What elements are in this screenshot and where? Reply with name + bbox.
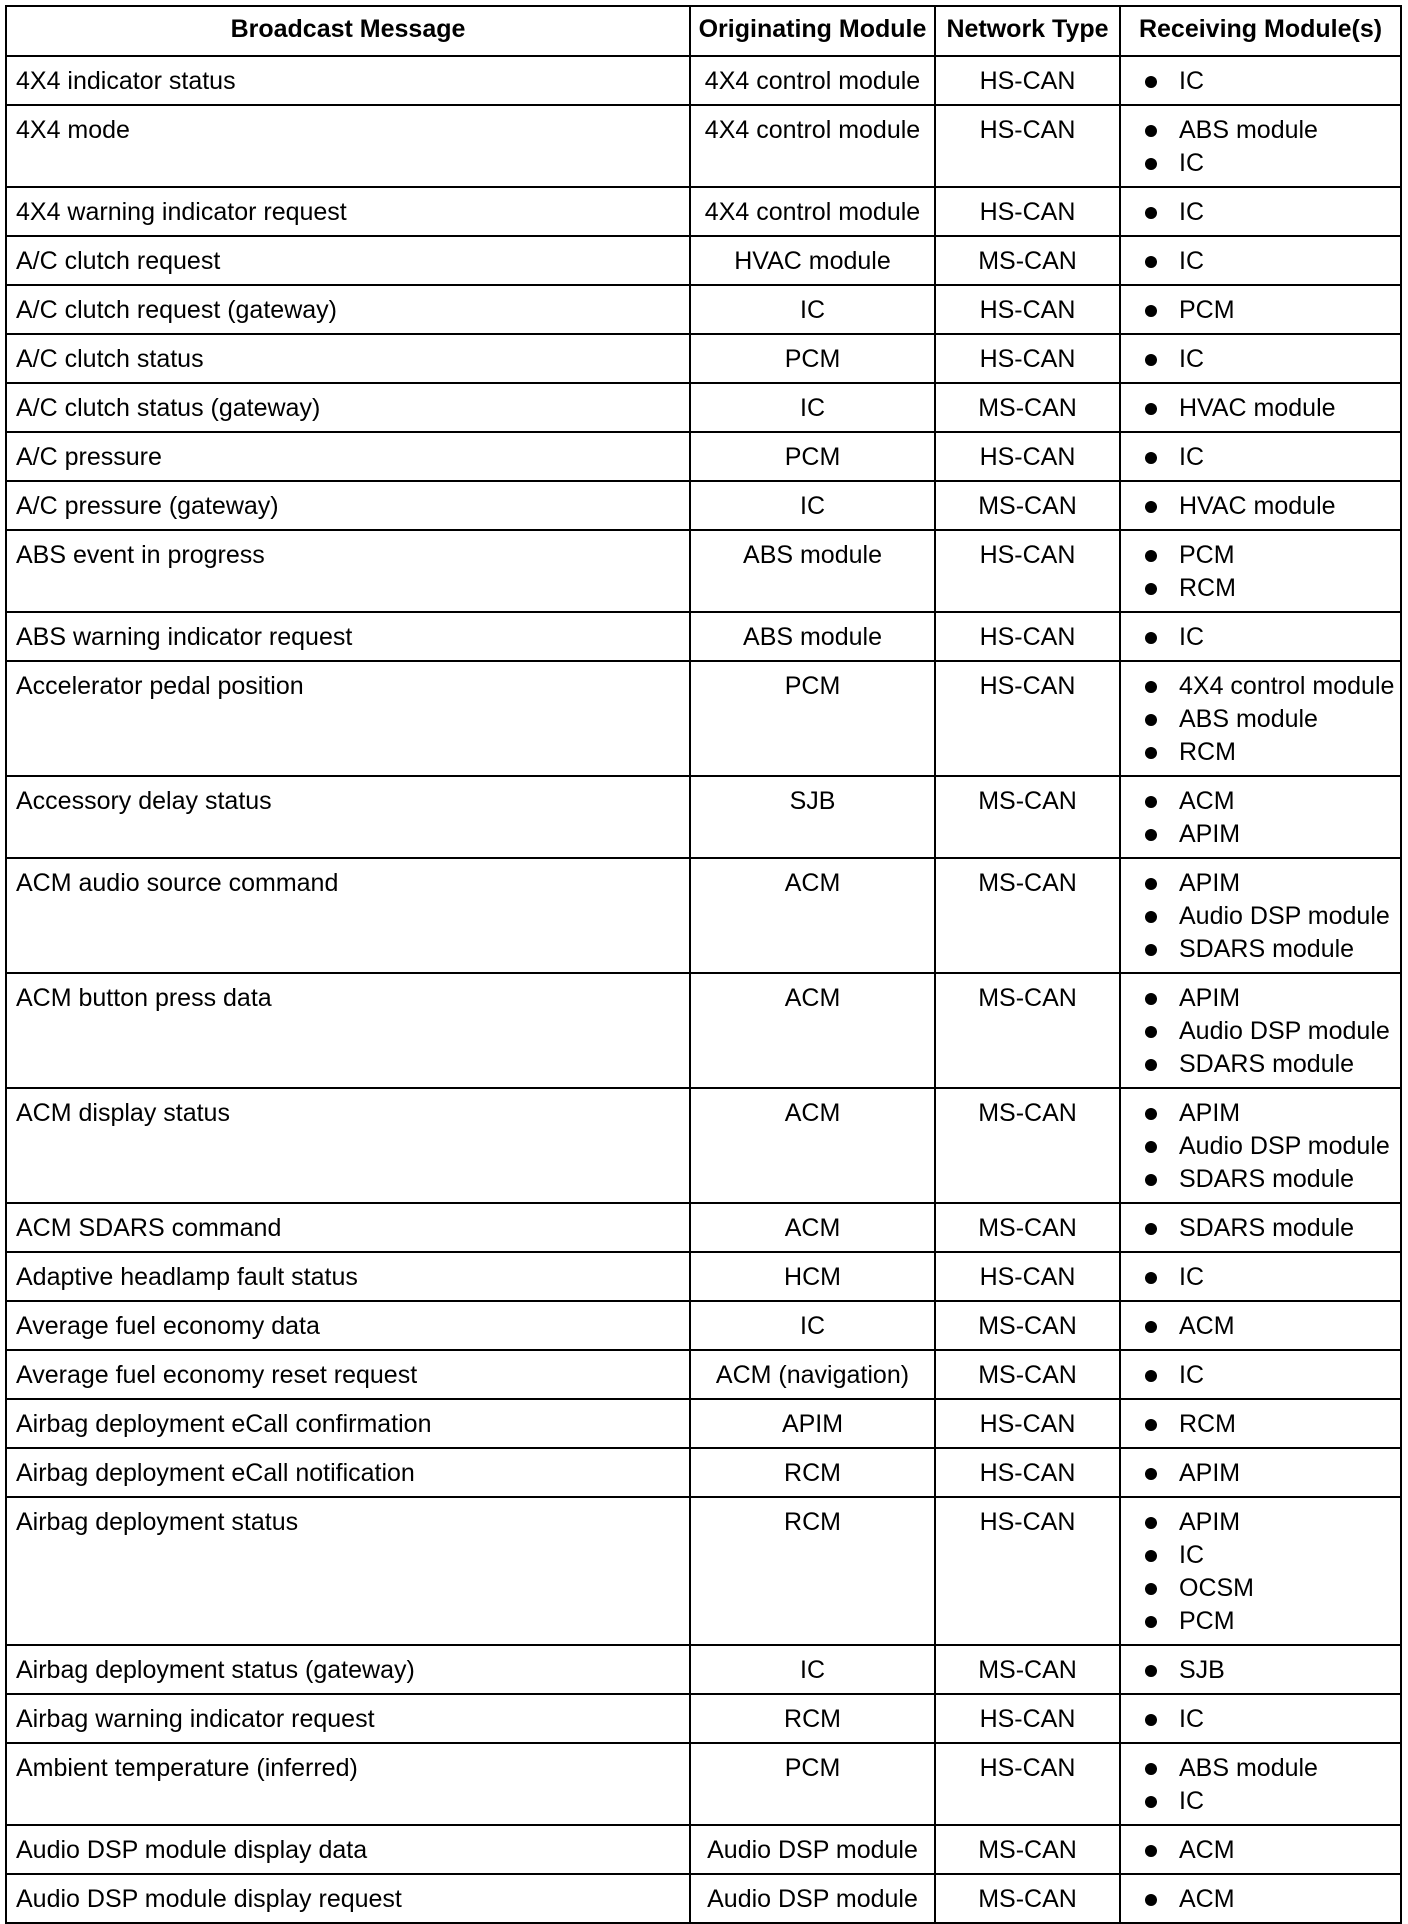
broadcast-message-cell: ACM display status <box>6 1088 690 1203</box>
receiving-modules-list <box>1143 1310 1398 1343</box>
receiving-module-item: ACM <box>1143 1883 1398 1916</box>
originating-module-cell: IC <box>690 481 935 530</box>
receiving-modules-list <box>1143 1097 1398 1196</box>
broadcast-message-cell: Airbag deployment status <box>6 1497 690 1645</box>
receiving-modules-list <box>1143 294 1398 327</box>
receiving-module-item: HVAC module <box>1143 490 1398 523</box>
receiving-module-item: Audio DSP module <box>1143 1130 1398 1163</box>
table-header <box>6 6 1401 56</box>
receiving-modules-cell <box>1120 776 1401 858</box>
receiving-module-item: IC <box>1143 343 1398 376</box>
network-type-cell: HS-CAN <box>935 187 1120 236</box>
receiving-modules-cell <box>1120 1252 1401 1301</box>
originating-module-cell: ABS module <box>690 612 935 661</box>
receiving-modules-list <box>1143 1212 1398 1245</box>
receiving-module-item: Audio DSP module <box>1143 900 1398 933</box>
broadcast-message-cell: Airbag deployment eCall confirmation <box>6 1399 690 1448</box>
receiving-module-item: RCM <box>1143 572 1398 605</box>
broadcast-message-cell: ABS event in progress <box>6 530 690 612</box>
network-type-cell: MS-CAN <box>935 481 1120 530</box>
receiving-modules-list <box>1143 1834 1398 1867</box>
originating-module-cell: Audio DSP module <box>690 1825 935 1874</box>
receiving-modules-cell <box>1120 858 1401 973</box>
receiving-module-item: SJB <box>1143 1654 1398 1687</box>
header-receiving-modules: Receiving Module(s) <box>1120 6 1401 56</box>
network-type-cell: HS-CAN <box>935 56 1120 105</box>
table-row <box>6 858 1401 973</box>
table-row <box>6 612 1401 661</box>
network-type-cell: MS-CAN <box>935 776 1120 858</box>
table-row <box>6 334 1401 383</box>
table-row <box>6 56 1401 105</box>
broadcast-message-cell: Adaptive headlamp fault status <box>6 1252 690 1301</box>
network-type-cell: MS-CAN <box>935 1301 1120 1350</box>
network-type-cell: MS-CAN <box>935 1350 1120 1399</box>
originating-module-cell: Audio DSP module <box>690 1874 935 1923</box>
originating-module-cell: PCM <box>690 1743 935 1825</box>
receiving-modules-cell <box>1120 1301 1401 1350</box>
receiving-module-item: APIM <box>1143 818 1398 851</box>
table-row <box>6 481 1401 530</box>
originating-module-cell: PCM <box>690 432 935 481</box>
receiving-modules-cell <box>1120 1350 1401 1399</box>
header-network-type: Network Type <box>935 6 1120 56</box>
receiving-modules-cell <box>1120 187 1401 236</box>
receiving-modules-list <box>1143 1457 1398 1490</box>
network-type-cell: MS-CAN <box>935 1874 1120 1923</box>
receiving-modules-cell <box>1120 105 1401 187</box>
receiving-modules-list <box>1143 1883 1398 1916</box>
receiving-modules-cell <box>1120 1088 1401 1203</box>
broadcast-message-cell: A/C clutch request <box>6 236 690 285</box>
receiving-modules-list <box>1143 785 1398 851</box>
network-type-cell: HS-CAN <box>935 334 1120 383</box>
receiving-modules-cell <box>1120 1448 1401 1497</box>
network-type-cell: MS-CAN <box>935 973 1120 1088</box>
receiving-modules-cell <box>1120 1825 1401 1874</box>
table-row <box>6 1497 1401 1645</box>
originating-module-cell: 4X4 control module <box>690 56 935 105</box>
broadcast-message-cell: 4X4 indicator status <box>6 56 690 105</box>
broadcast-message-cell: Average fuel economy data <box>6 1301 690 1350</box>
broadcast-message-cell: Airbag deployment status (gateway) <box>6 1645 690 1694</box>
network-type-cell: HS-CAN <box>935 530 1120 612</box>
receiving-modules-list <box>1143 1261 1398 1294</box>
receiving-modules-list <box>1143 343 1398 376</box>
receiving-modules-cell <box>1120 334 1401 383</box>
network-type-cell: HS-CAN <box>935 285 1120 334</box>
broadcast-message-cell: Audio DSP module display data <box>6 1825 690 1874</box>
table-row <box>6 776 1401 858</box>
receiving-module-item: HVAC module <box>1143 392 1398 425</box>
receiving-modules-list <box>1143 539 1398 605</box>
receiving-modules-list <box>1143 1408 1398 1441</box>
originating-module-cell: IC <box>690 383 935 432</box>
receiving-modules-list <box>1143 670 1398 769</box>
receiving-module-item: APIM <box>1143 1457 1398 1490</box>
receiving-modules-list <box>1143 392 1398 425</box>
network-type-cell: MS-CAN <box>935 1203 1120 1252</box>
broadcast-message-cell: A/C clutch status <box>6 334 690 383</box>
originating-module-cell: ACM <box>690 858 935 973</box>
broadcast-message-cell: Average fuel economy reset request <box>6 1350 690 1399</box>
receiving-modules-list <box>1143 441 1398 474</box>
originating-module-cell: HCM <box>690 1252 935 1301</box>
receiving-module-item: RCM <box>1143 736 1398 769</box>
originating-module-cell: IC <box>690 1645 935 1694</box>
originating-module-cell: APIM <box>690 1399 935 1448</box>
receiving-module-item: IC <box>1143 147 1398 180</box>
broadcast-message-cell: Accessory delay status <box>6 776 690 858</box>
receiving-modules-list <box>1143 1654 1398 1687</box>
originating-module-cell: PCM <box>690 661 935 776</box>
broadcast-message-cell: Ambient temperature (inferred) <box>6 1743 690 1825</box>
receiving-module-item: OCSM <box>1143 1572 1398 1605</box>
receiving-modules-list <box>1143 621 1398 654</box>
header-broadcast-message: Broadcast Message <box>6 6 690 56</box>
originating-module-cell: ACM <box>690 1088 935 1203</box>
receiving-modules-cell <box>1120 236 1401 285</box>
receiving-modules-cell <box>1120 56 1401 105</box>
originating-module-cell: 4X4 control module <box>690 187 935 236</box>
broadcast-message-cell: Airbag deployment eCall notification <box>6 1448 690 1497</box>
network-type-cell: MS-CAN <box>935 383 1120 432</box>
originating-module-cell: SJB <box>690 776 935 858</box>
broadcast-message-cell: A/C pressure (gateway) <box>6 481 690 530</box>
originating-module-cell: IC <box>690 1301 935 1350</box>
table-row <box>6 1203 1401 1252</box>
receiving-modules-cell <box>1120 383 1401 432</box>
receiving-modules-cell <box>1120 1645 1401 1694</box>
receiving-modules-cell <box>1120 1743 1401 1825</box>
broadcast-message-cell: A/C clutch request (gateway) <box>6 285 690 334</box>
table-row <box>6 236 1401 285</box>
originating-module-cell: IC <box>690 285 935 334</box>
receiving-module-item: RCM <box>1143 1408 1398 1441</box>
receiving-modules-cell <box>1120 481 1401 530</box>
receiving-modules-cell <box>1120 661 1401 776</box>
receiving-module-item: IC <box>1143 1703 1398 1736</box>
table-row <box>6 285 1401 334</box>
broadcast-message-cell: 4X4 warning indicator request <box>6 187 690 236</box>
broadcast-message-cell: ACM SDARS command <box>6 1203 690 1252</box>
table-row <box>6 1399 1401 1448</box>
receiving-modules-cell <box>1120 612 1401 661</box>
receiving-modules-cell <box>1120 1399 1401 1448</box>
receiving-module-item: PCM <box>1143 1605 1398 1638</box>
receiving-module-item: SDARS module <box>1143 933 1398 966</box>
network-type-cell: MS-CAN <box>935 858 1120 973</box>
broadcast-message-cell: ACM audio source command <box>6 858 690 973</box>
table-row <box>6 1743 1401 1825</box>
header-row <box>6 6 1401 56</box>
network-type-cell: HS-CAN <box>935 1497 1120 1645</box>
receiving-module-item: APIM <box>1143 982 1398 1015</box>
originating-module-cell: ABS module <box>690 530 935 612</box>
receiving-module-item: IC <box>1143 65 1398 98</box>
receiving-module-item: ABS module <box>1143 1752 1398 1785</box>
originating-module-cell: PCM <box>690 334 935 383</box>
receiving-module-item: SDARS module <box>1143 1163 1398 1196</box>
network-type-cell: MS-CAN <box>935 236 1120 285</box>
receiving-modules-list <box>1143 1359 1398 1392</box>
network-type-cell: HS-CAN <box>935 105 1120 187</box>
receiving-module-item: ACM <box>1143 1834 1398 1867</box>
originating-module-cell: ACM (navigation) <box>690 1350 935 1399</box>
originating-module-cell: RCM <box>690 1448 935 1497</box>
broadcast-message-table <box>5 5 1402 1924</box>
receiving-modules-list <box>1143 982 1398 1081</box>
network-type-cell: HS-CAN <box>935 1743 1120 1825</box>
receiving-module-item: IC <box>1143 1539 1398 1572</box>
network-type-cell: HS-CAN <box>935 661 1120 776</box>
receiving-module-item: APIM <box>1143 1506 1398 1539</box>
table-body <box>6 56 1401 1923</box>
receiving-module-item: APIM <box>1143 1097 1398 1130</box>
table-row <box>6 432 1401 481</box>
table-row <box>6 1350 1401 1399</box>
receiving-module-item: SDARS module <box>1143 1048 1398 1081</box>
network-type-cell: HS-CAN <box>935 1694 1120 1743</box>
header-originating-module: Originating Module <box>690 6 935 56</box>
table-row <box>6 1825 1401 1874</box>
receiving-module-item: IC <box>1143 1785 1398 1818</box>
receiving-module-item: IC <box>1143 245 1398 278</box>
receiving-module-item: APIM <box>1143 867 1398 900</box>
receiving-modules-cell <box>1120 1694 1401 1743</box>
receiving-module-item: ACM <box>1143 1310 1398 1343</box>
network-type-cell: HS-CAN <box>935 612 1120 661</box>
receiving-modules-list <box>1143 114 1398 180</box>
table-row <box>6 973 1401 1088</box>
receiving-module-item: ACM <box>1143 785 1398 818</box>
originating-module-cell: ACM <box>690 973 935 1088</box>
originating-module-cell: RCM <box>690 1694 935 1743</box>
broadcast-message-cell: A/C clutch status (gateway) <box>6 383 690 432</box>
broadcast-message-cell: ACM button press data <box>6 973 690 1088</box>
receiving-module-item: IC <box>1143 441 1398 474</box>
receiving-modules-list <box>1143 1703 1398 1736</box>
network-type-cell: HS-CAN <box>935 1448 1120 1497</box>
receiving-modules-cell <box>1120 432 1401 481</box>
table-row <box>6 1252 1401 1301</box>
receiving-modules-list <box>1143 1752 1398 1818</box>
receiving-modules-list <box>1143 867 1398 966</box>
receiving-modules-cell <box>1120 1203 1401 1252</box>
receiving-module-item: Audio DSP module <box>1143 1015 1398 1048</box>
originating-module-cell: ACM <box>690 1203 935 1252</box>
table-row <box>6 1448 1401 1497</box>
table-row <box>6 1645 1401 1694</box>
table-row <box>6 1088 1401 1203</box>
receiving-module-item: IC <box>1143 1261 1398 1294</box>
receiving-modules-cell <box>1120 1497 1401 1645</box>
table-row <box>6 661 1401 776</box>
originating-module-cell: HVAC module <box>690 236 935 285</box>
originating-module-cell: 4X4 control module <box>690 105 935 187</box>
network-type-cell: MS-CAN <box>935 1825 1120 1874</box>
receiving-module-item: IC <box>1143 1359 1398 1392</box>
receiving-module-item: 4X4 control module <box>1143 670 1398 703</box>
receiving-modules-list <box>1143 490 1398 523</box>
receiving-modules-list <box>1143 196 1398 229</box>
receiving-module-item: ABS module <box>1143 703 1398 736</box>
receiving-module-item: PCM <box>1143 294 1398 327</box>
broadcast-message-cell: Airbag warning indicator request <box>6 1694 690 1743</box>
receiving-module-item: ABS module <box>1143 114 1398 147</box>
network-type-cell: HS-CAN <box>935 432 1120 481</box>
table-row <box>6 1694 1401 1743</box>
table-row <box>6 187 1401 236</box>
network-type-cell: HS-CAN <box>935 1252 1120 1301</box>
table-row <box>6 105 1401 187</box>
receiving-module-item: IC <box>1143 621 1398 654</box>
receiving-modules-cell <box>1120 530 1401 612</box>
network-type-cell: HS-CAN <box>935 1399 1120 1448</box>
receiving-modules-cell <box>1120 285 1401 334</box>
receiving-module-item: SDARS module <box>1143 1212 1398 1245</box>
network-type-cell: MS-CAN <box>935 1645 1120 1694</box>
receiving-modules-list <box>1143 245 1398 278</box>
receiving-modules-list <box>1143 65 1398 98</box>
table-row <box>6 1874 1401 1923</box>
originating-module-cell: RCM <box>690 1497 935 1645</box>
broadcast-message-cell: Accelerator pedal position <box>6 661 690 776</box>
broadcast-message-cell: ABS warning indicator request <box>6 612 690 661</box>
receiving-modules-list <box>1143 1506 1398 1638</box>
receiving-modules-cell <box>1120 973 1401 1088</box>
network-type-cell: MS-CAN <box>935 1088 1120 1203</box>
broadcast-message-cell: A/C pressure <box>6 432 690 481</box>
table-row <box>6 530 1401 612</box>
broadcast-message-cell: Audio DSP module display request <box>6 1874 690 1923</box>
receiving-modules-cell <box>1120 1874 1401 1923</box>
receiving-module-item: PCM <box>1143 539 1398 572</box>
broadcast-message-cell: 4X4 mode <box>6 105 690 187</box>
table-row <box>6 383 1401 432</box>
receiving-module-item: IC <box>1143 196 1398 229</box>
table-row <box>6 1301 1401 1350</box>
